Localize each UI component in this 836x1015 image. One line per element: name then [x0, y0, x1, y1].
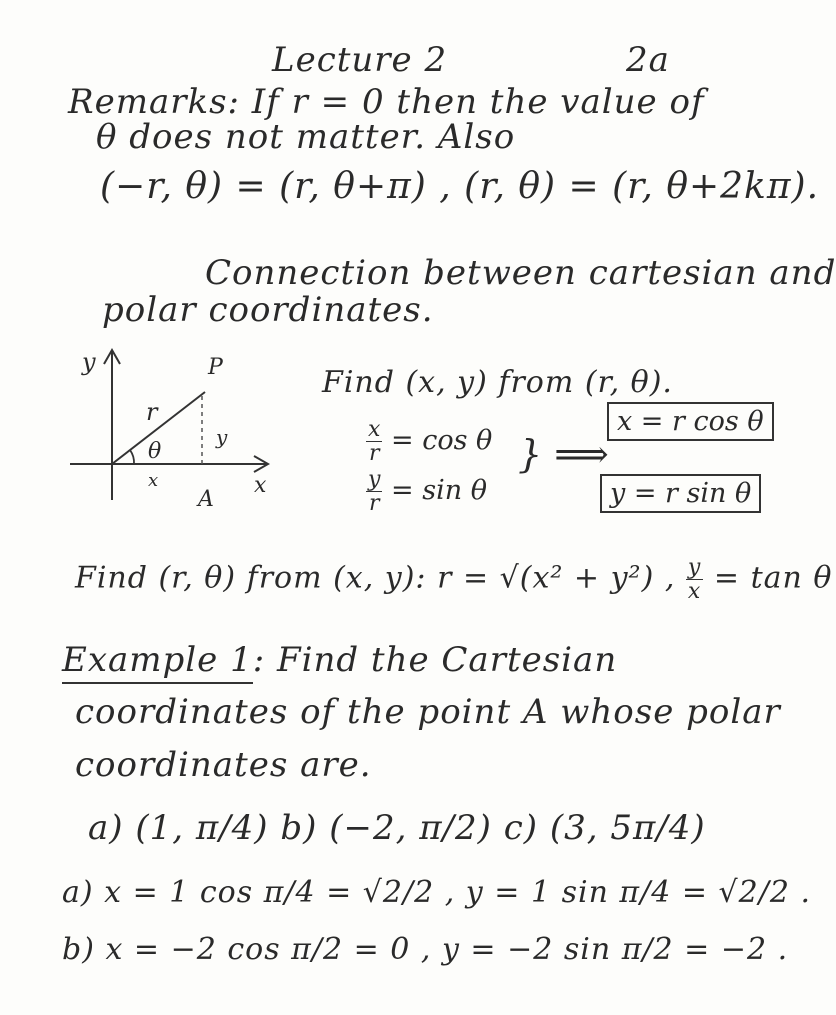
solution-b: b) x = −2 cos π/2 = 0 , y = −2 sin π/2 = −2 .: [62, 932, 789, 967]
x-over-r: $\frac{x}{r}$: [368, 417, 381, 467]
example-options: a) (1, π/4) b) (−2, π/2) c) (3, 5π/4): [88, 808, 706, 848]
y-leg-label: y: [216, 425, 228, 449]
implies-arrow: } ⟹: [518, 432, 609, 476]
section-heading-line-1: Connection between cartesian and: [205, 253, 836, 293]
angle-arc: [130, 450, 134, 464]
sin-relation: $\frac{y}{r}$ = sin θ: [368, 467, 487, 517]
remarks-line-1: Remarks: If r = 0 then the value of: [68, 82, 705, 122]
polar-diagram: [62, 340, 282, 510]
y-over-r: $\frac{y}{r}$: [368, 467, 381, 517]
x-formula-box: x = r cos θ: [607, 402, 774, 441]
y-formula-box: y = r sin θ: [600, 474, 761, 513]
find-r-theta: Find (r, θ) from (x, y): r = √(x² + y²) , $\frac{y}{x}$ = tan θ: [75, 555, 833, 605]
example-line-3: coordinates are.: [75, 745, 372, 785]
angle-label: θ: [148, 439, 162, 464]
page-title: Lecture 2: [272, 40, 448, 80]
page-number: 2a: [626, 40, 670, 80]
point-label: P: [208, 355, 223, 380]
example-line-1: Example 1: Find the Cartesian: [62, 640, 617, 680]
cos-relation: $\frac{x}{r}$ = cos θ: [368, 417, 493, 467]
polar-identity: (−r, θ) = (r, θ+π) , (r, θ) = (r, θ+2kπ).: [100, 166, 820, 207]
radius-label: r: [146, 398, 158, 426]
solution-a: a) x = 1 cos π/4 = √2/2 , y = 1 sin π/4 = √2/2 .: [62, 875, 812, 910]
example-label: Example 1: [62, 640, 253, 684]
remarks-line-2: θ does not matter. Also: [96, 117, 516, 157]
foot-label: A: [198, 487, 214, 512]
find-xy-heading: Find (x, y) from (r, θ).: [322, 365, 673, 400]
x-leg-label: x: [148, 470, 159, 491]
y-axis-label: y: [82, 348, 96, 376]
x-axis-label: x: [254, 473, 267, 498]
example-line-2: coordinates of the point A whose polar: [75, 692, 781, 732]
y-over-x: $\frac{y}{x}$: [687, 555, 702, 605]
section-heading-line-2: polar coordinates.: [102, 290, 434, 330]
